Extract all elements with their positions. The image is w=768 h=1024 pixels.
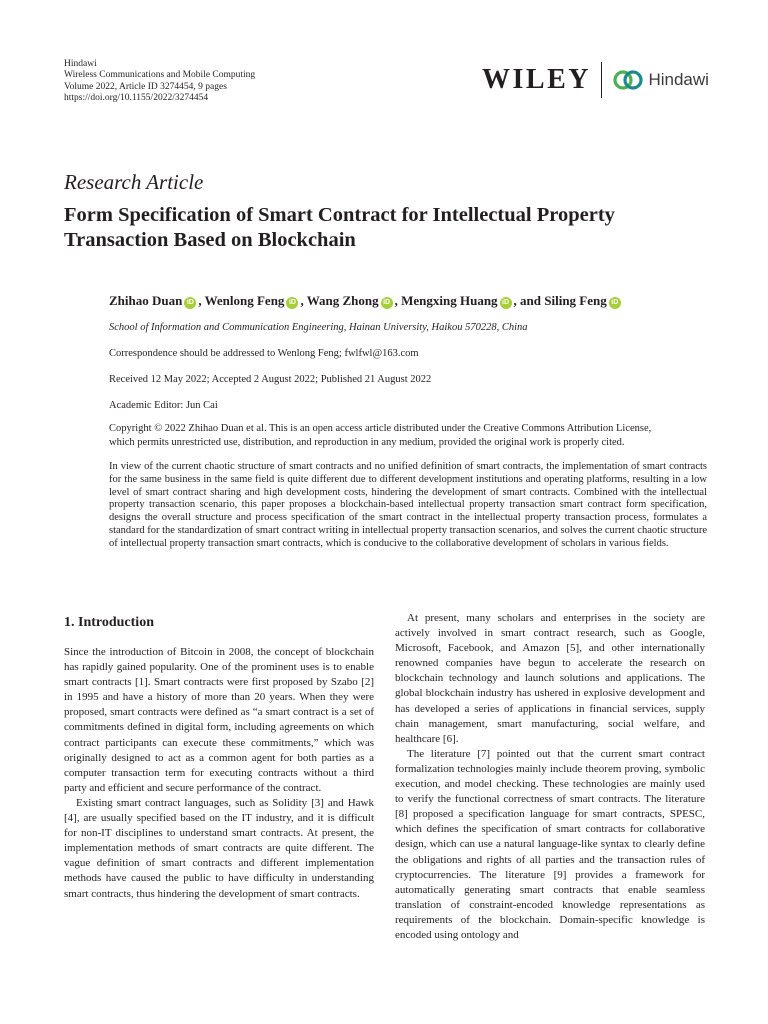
- orcid-icon[interactable]: iD: [609, 297, 621, 309]
- author-name[interactable]: Wenlong Feng: [204, 293, 285, 308]
- paragraph: Since the introduction of Bitcoin in 2008, the concept of blockchain has rapidly gained popularity. One of the prominent uses is to enable smart contracts [1]. Smart contracts were first proposed by Szabo [2] in 1995 and have a history of more than 20 years. When they were proposed, smart contracts were defined as “a smart contract is a set of commitments defined in digital form, including agreements on which contract participants can execute these commitments,” which was originally designed to act as a common agent for both parties as a computer transaction term for executing contracts without a third party and efficient and secure performance of the contract.: [64, 646, 374, 794]
- orcid-icon[interactable]: iD: [184, 297, 196, 309]
- paragraph: The literature [7] pointed out that the current smart contract formalization technologies mainly include theorem proving, symbolic execution, and model checking. These technologies are mainly used to verify the functional correctness of smart contracts. The literature [8] proposed a specification language for smart contracts, SPESC, which defines the specification of smart contracts for collaborative design, which can use a natural language-like syntax to clearly define the obligations and rights of all parties and the transaction rules of cryptocurrencies. The literature [9] provides a framework for automatically generating smart contracts that enable seamless translation of constraint-encoded knowledge representations as requirements of the blockchain. Domain-specific knowledge is encoded using ontology and: [395, 747, 705, 941]
- article-title: Form Specification of Smart Contract for Intellectual Property Transaction Based on Blockchain: [64, 204, 615, 251]
- abstract: In view of the current chaotic structure of smart contracts and no unified definition of smart contracts, the implementation of smart contracts for the same business in the same field is quite different due to different development institutions and operating platforms, resulting in a low level of smart contract sharing and high development costs, hindering the development of smart contracts. Combined with the intellectual property transaction scenario, this paper proposes a blockchain-based intellectual property transaction smart contract form specification, designs the overall structure and process specification of the smart contract in the intellectual property transaction process, formulates a standard for the standardization of smart contract writing in intellectual property transaction scenarios, and solves the current chaotic structure of intellectual property transaction smart contracts, which is conducive to the collaborative development of scholars in various fields.: [109, 461, 707, 549]
- publisher-name: Hindawi: [64, 59, 97, 69]
- author-name[interactable]: Mengxing Huang: [401, 293, 498, 308]
- hindawi-rings-icon: [613, 69, 643, 91]
- hindawi-logo-text: Hindawi: [648, 70, 709, 89]
- section-heading: 1. Introduction: [64, 615, 154, 630]
- author-name[interactable]: Wang Zhong: [306, 293, 379, 308]
- article-type: Research Article: [64, 170, 204, 194]
- author-list: [109, 293, 623, 309]
- doi-link[interactable]: https://doi.org/10.1155/2022/3274454: [64, 93, 209, 104]
- affiliation: School of Information and Communication Engineering, Hainan University, Haikou 570228, China: [109, 322, 528, 333]
- author-separator: , and: [513, 293, 545, 308]
- body-column-left: [64, 645, 374, 902]
- copyright-notice: [109, 422, 707, 449]
- academic-editor: Academic Editor: Jun Cai: [109, 400, 218, 411]
- publication-dates: Received 12 May 2022; Accepted 2 August 2022; Published 21 August 2022: [109, 374, 432, 385]
- author-separator: ,: [394, 293, 402, 308]
- author-name[interactable]: Siling Feng: [544, 293, 607, 308]
- author-separator: ,: [300, 293, 307, 308]
- wiley-logo: WILEY: [482, 64, 591, 95]
- publisher-logo: [482, 62, 709, 98]
- orcid-icon[interactable]: iD: [381, 297, 393, 309]
- orcid-icon[interactable]: iD: [500, 297, 512, 309]
- paragraph: Existing smart contract languages, such as Solidity [3] and Hawk [4], are usually specified based on the IT industry, and it is difficult for non-IT disciplines to understand smart contracts. At present, the implementation methods of smart contracts are quite different. The vague definition of smart contracts and different implementation methods have caused the public to have difficulty in understanding smart contracts, thus hindering the development of smart contracts.: [64, 796, 374, 900]
- correspondence: Correspondence should be addressed to Wenlong Feng; fwlfwl@163.com: [109, 348, 419, 359]
- journal-info: [64, 59, 255, 105]
- journal-name: Wireless Communications and Mobile Computing: [64, 70, 256, 81]
- logo-divider: [601, 62, 603, 98]
- author-separator: ,: [198, 293, 205, 308]
- body-column-right: [395, 611, 705, 943]
- paragraph: At present, many scholars and enterprises in the society are actively involved in smart contract research, such as Google, Microsoft, Facebook, and Amazon [5], and other internationally renowned companies have begun to accelerate the research on blockchain technology and launch solutions and applications. The global blockchain industry has ushered in explosive development and has developed a series of applications in financial services, supply chain management, smart manufacturing, social welfare, and healthcare [6].: [395, 612, 705, 745]
- orcid-icon[interactable]: iD: [286, 297, 298, 309]
- copyright-line: which permits unrestricted use, distribution, and reproduction in any medium, provided the original work is properly cited.: [109, 436, 625, 448]
- copyright-line: Copyright © 2022 Zhihao Duan et al. This is an open access article distributed under the Creative Commons Attribution License,: [109, 423, 652, 434]
- volume-info: Volume 2022, Article ID 3274454, 9 pages: [64, 81, 227, 92]
- author-name[interactable]: Zhihao Duan: [109, 293, 183, 308]
